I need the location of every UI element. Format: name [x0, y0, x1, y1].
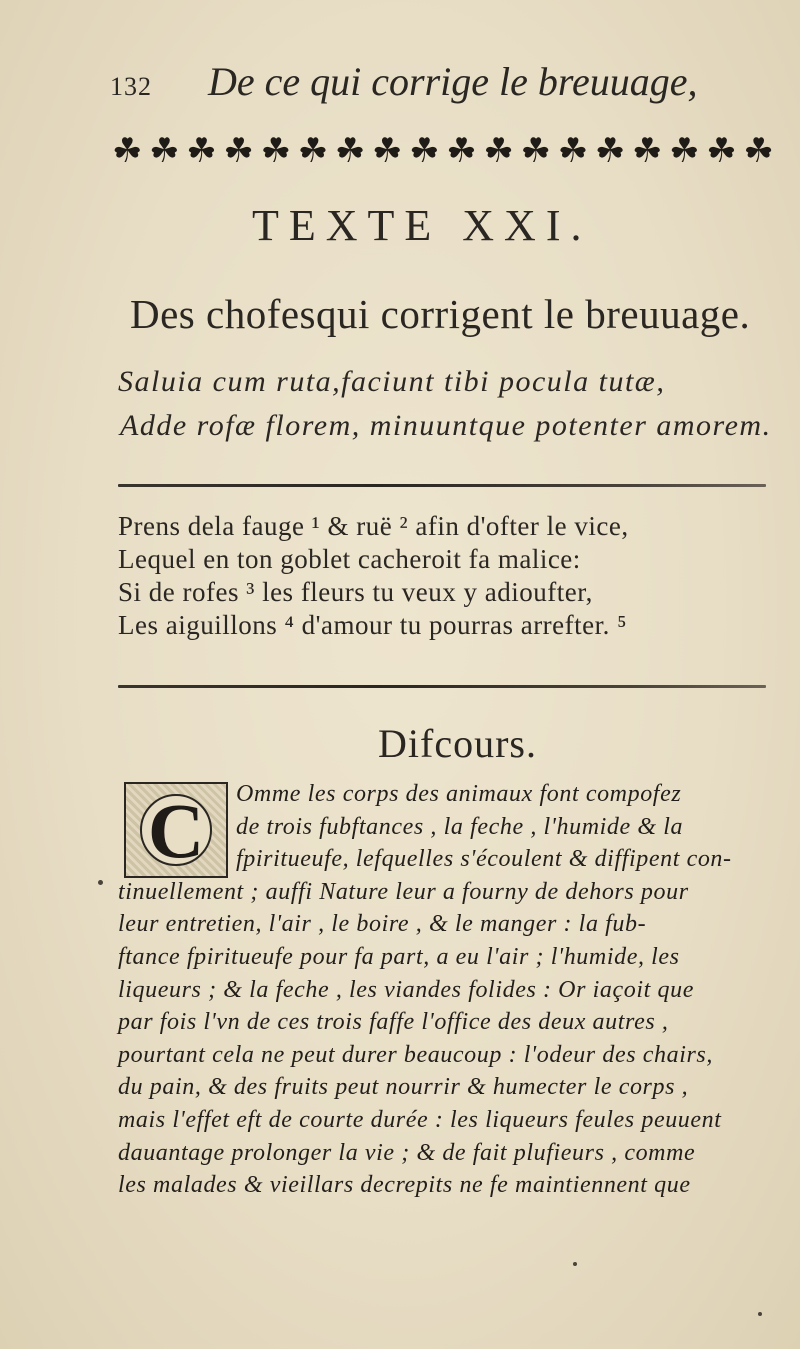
fleuron-icon: ☘: [260, 131, 290, 171]
body-line: du pain, & des fruits peut nourrir & humecter le corps ,: [118, 1074, 689, 1101]
section-subtitle: Des chofesqui corrigent le breuuage.: [130, 291, 751, 337]
horizontal-rule: [118, 484, 766, 487]
latin-line: Saluia cum ruta,faciunt tibi pocula tutæ,: [118, 365, 666, 398]
ink-speck: [758, 1312, 762, 1316]
discours-body: [118, 778, 798, 1202]
fleuron-icon: ☘: [371, 131, 401, 171]
page-header: [110, 58, 710, 108]
ink-speck: [573, 1262, 577, 1266]
fleuron-icon: ☘: [297, 131, 327, 171]
fleuron-icon: ☘: [706, 131, 735, 171]
fleuron-icon: ☘: [631, 131, 661, 171]
latin-line: Adde rofæ florem, minuuntque potenter amorem.: [120, 409, 772, 442]
decorative-ornament-band: [112, 128, 772, 174]
page-number: 132: [110, 72, 152, 101]
running-title: De ce qui corrige le breuuage,: [208, 59, 698, 104]
body-line: les malades & vieillars decrepits ne fe maintiennent que: [118, 1172, 691, 1199]
fleuron-icon: ☘: [520, 131, 550, 171]
fleuron-icon: ☘: [743, 131, 772, 171]
drop-cap-letter: C: [140, 794, 212, 866]
body-line: ftance fpiritueufe pour fa part, a eu l'air ; l'humide, les: [118, 943, 680, 970]
verse-line: Lequel en ton goblet cacheroit fa malice:: [118, 544, 581, 574]
french-verse: [118, 510, 778, 642]
body-line: par fois l'vn de ces trois faffe l'office des deux autres ,: [118, 1009, 669, 1036]
fleuron-icon: ☘: [669, 131, 698, 171]
fleuron-icon: ☘: [557, 131, 587, 171]
body-line: dauantage prolonger la vie ; & de fait plufieurs , comme: [118, 1139, 696, 1166]
verse-line: Les aiguillons ⁴ d'amour tu pourras arrefter. ⁵: [118, 610, 628, 640]
fleuron-icon: ☘: [446, 131, 475, 171]
ink-speck: [98, 880, 103, 885]
body-line: tinuellement ; auffi Nature leur a fourny de dehors pour: [118, 878, 689, 905]
body-line: de trois fubftances , la feche , l'humide & la: [236, 813, 684, 840]
discours-title: Difcours.: [378, 721, 537, 766]
fleuron-icon: ☘: [112, 131, 141, 171]
body-line: liqueurs ; & la feche , les viandes folides : Or iaçoit que: [118, 976, 694, 1003]
verse-line: Si de rofes ³ les fleurs tu veux y adioufter,: [118, 577, 593, 607]
section-heading: TEXTE XXI.: [252, 201, 592, 250]
horizontal-rule: [118, 685, 766, 688]
verse-line: Prens dela fauge ¹ & ruë ² afin d'ofter le vice,: [118, 511, 629, 541]
fleuron-icon: ☘: [223, 131, 252, 171]
body-line: fpiritueufe, lefquelles s'écoulent & diffipent con-: [236, 846, 732, 873]
fleuron-icon: ☘: [409, 131, 438, 171]
body-line: mais l'effet eft de courte durée : les liqueurs feules peuuent: [118, 1106, 722, 1133]
body-line: Omme les corps des animaux font compofez: [236, 781, 682, 807]
latin-epigraph: [118, 360, 778, 448]
fleuron-icon: ☘: [149, 131, 178, 171]
body-line: leur entretien, l'air , le boire , & le manger : la fub-: [118, 911, 647, 938]
fleuron-icon: ☘: [594, 131, 624, 171]
fleuron-icon: ☘: [186, 131, 215, 171]
body-line: pourtant cela ne peut durer beaucoup : l'odeur des chairs,: [118, 1041, 713, 1068]
fleuron-icon: ☘: [334, 131, 364, 171]
fleuron-icon: ☘: [483, 131, 512, 171]
